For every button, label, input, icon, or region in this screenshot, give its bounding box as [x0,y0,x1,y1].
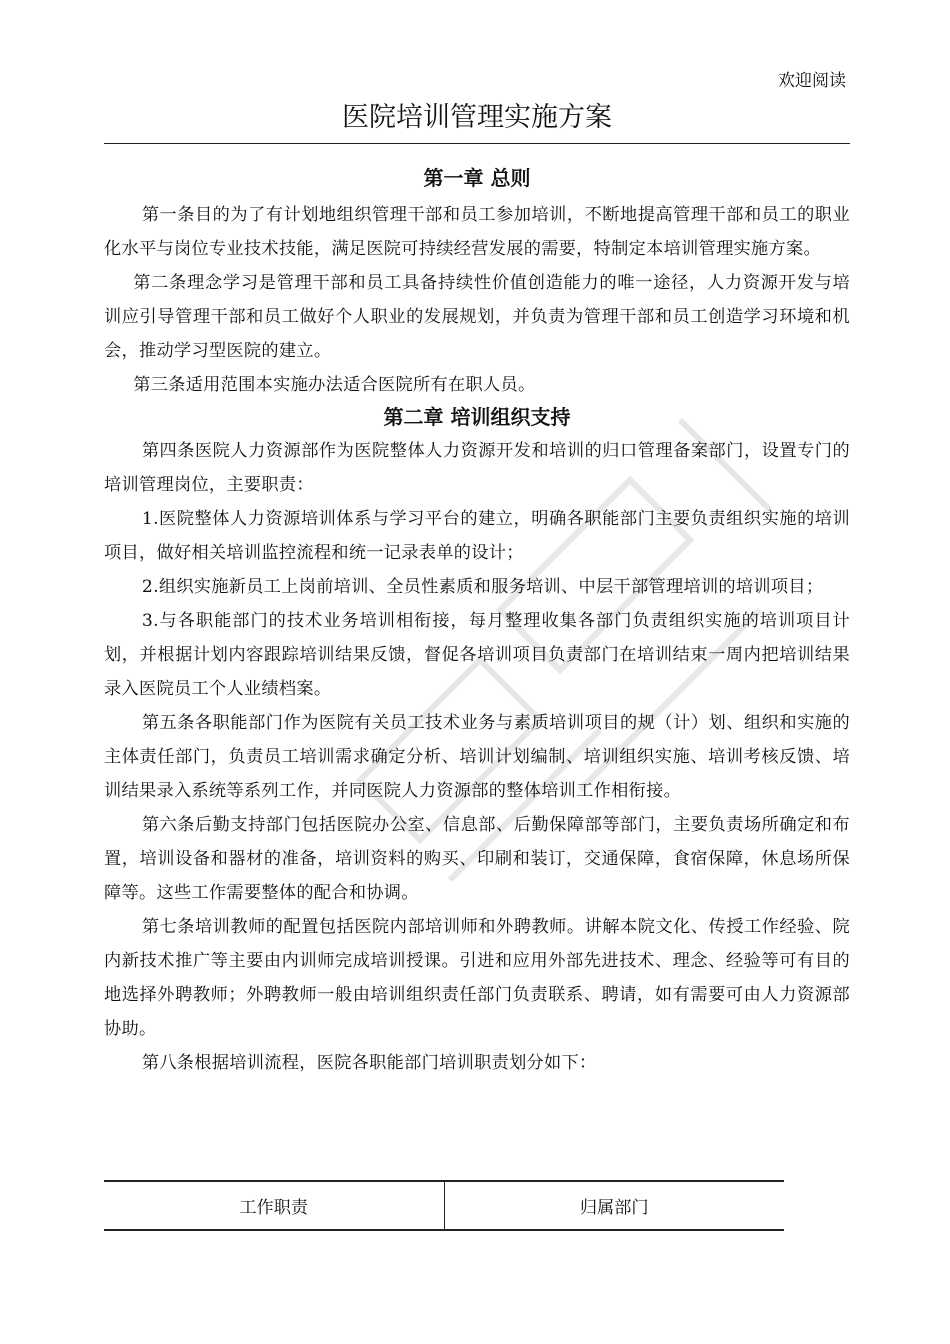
duty-item-2: 2.组织实施新员工上岗前培训、全员性素质和服务培训、中层干部管理培训的培训项目； [141,577,824,597]
article-5: 第五条各职能部门作为医院有关员工技术业务与素质培训项目的规（计）划、组织和实施的主体责任部门，负责员工培训需求确定分析、培训计划编制、培训组织实施、培训考核反馈、培训结果录入系统等系列工作，并同医院人力资源部的整体培训工作相衔接。 [104,713,850,801]
article-6: 第六条后勤支持部门包括医院办公室、信息部、后勤保障部等部门，主要负责场所确定和布置，培训设备和器材的准备，培训资料的购买、印刷和装订，交通保障，食宿保障，休息场所保障等。这些工作需要整体的配合和协调。 [104,815,850,903]
article-8: 第八条根据培训流程，医院各职能部门培训职责划分如下： [141,1053,597,1073]
document-body [104,158,850,1080]
column-header-department: 归属部门 [444,1181,784,1230]
article-7: 第七条培训教师的配置包括医院内部培训师和外聘教师。讲解本院文化、传授工作经验、院内新技术推广等主要由内训师完成培训授课。引进和应用外部先进技术、理念、经验等可有目的地选择外聘教师；外聘教师一般由培训组织责任部门负责联系、聘请，如有需要可由人力资源部协助。 [104,917,850,1039]
chapter-2-heading: 第二章 培训组织支持 [383,405,571,429]
document-title: 医院培训管理实施方案 [342,102,612,133]
article-3: 第三条适用范围本实施办法适合医院所有在职人员。 [133,375,536,395]
article-1: 第一条目的为了有计划地组织管理干部和员工参加培训，不断地提高管理干部和员工的职业化水平与岗位专业技术技能，满足医院可持续经营发展的需要，特制定本培训管理实施方案。 [104,205,850,259]
duties-table [104,1180,784,1231]
article-4: 第四条医院人力资源部作为医院整体人力资源开发和培训的归口管理备案部门，设置专门的培训管理岗位，主要职责： [104,441,850,495]
article-2: 第二条理念学习是管理干部和员工具备持续性价值创造能力的唯一途径，人力资源开发与培训应引导管理干部和员工做好个人职业的发展规划，并负责为管理干部和员工创造学习环境和机会，推动学习型医院的建立。 [104,273,850,361]
duty-item-1: 1.医院整体人力资源培训体系与学习平台的建立，明确各职能部门主要负责组织实施的培训项目，做好相关培训监控流程和统一记录表单的设计； [104,509,850,563]
header-note: 欢迎阅读 [778,71,846,91]
chapter-1-heading: 第一章 总则 [423,166,531,190]
table-header-row [104,1181,784,1230]
duty-item-3: 3.与各职能部门的技术业务培训相衔接，每月整理收集各部门负责组织实施的培训项目计划，并根据计划内容跟踪培训结果反馈，督促各培训项目负责部门在培训结束一周内把培训结果录入医院员工个人业绩档案。 [104,611,850,699]
column-header-duty: 工作职责 [104,1181,444,1230]
title-divider [104,143,850,144]
